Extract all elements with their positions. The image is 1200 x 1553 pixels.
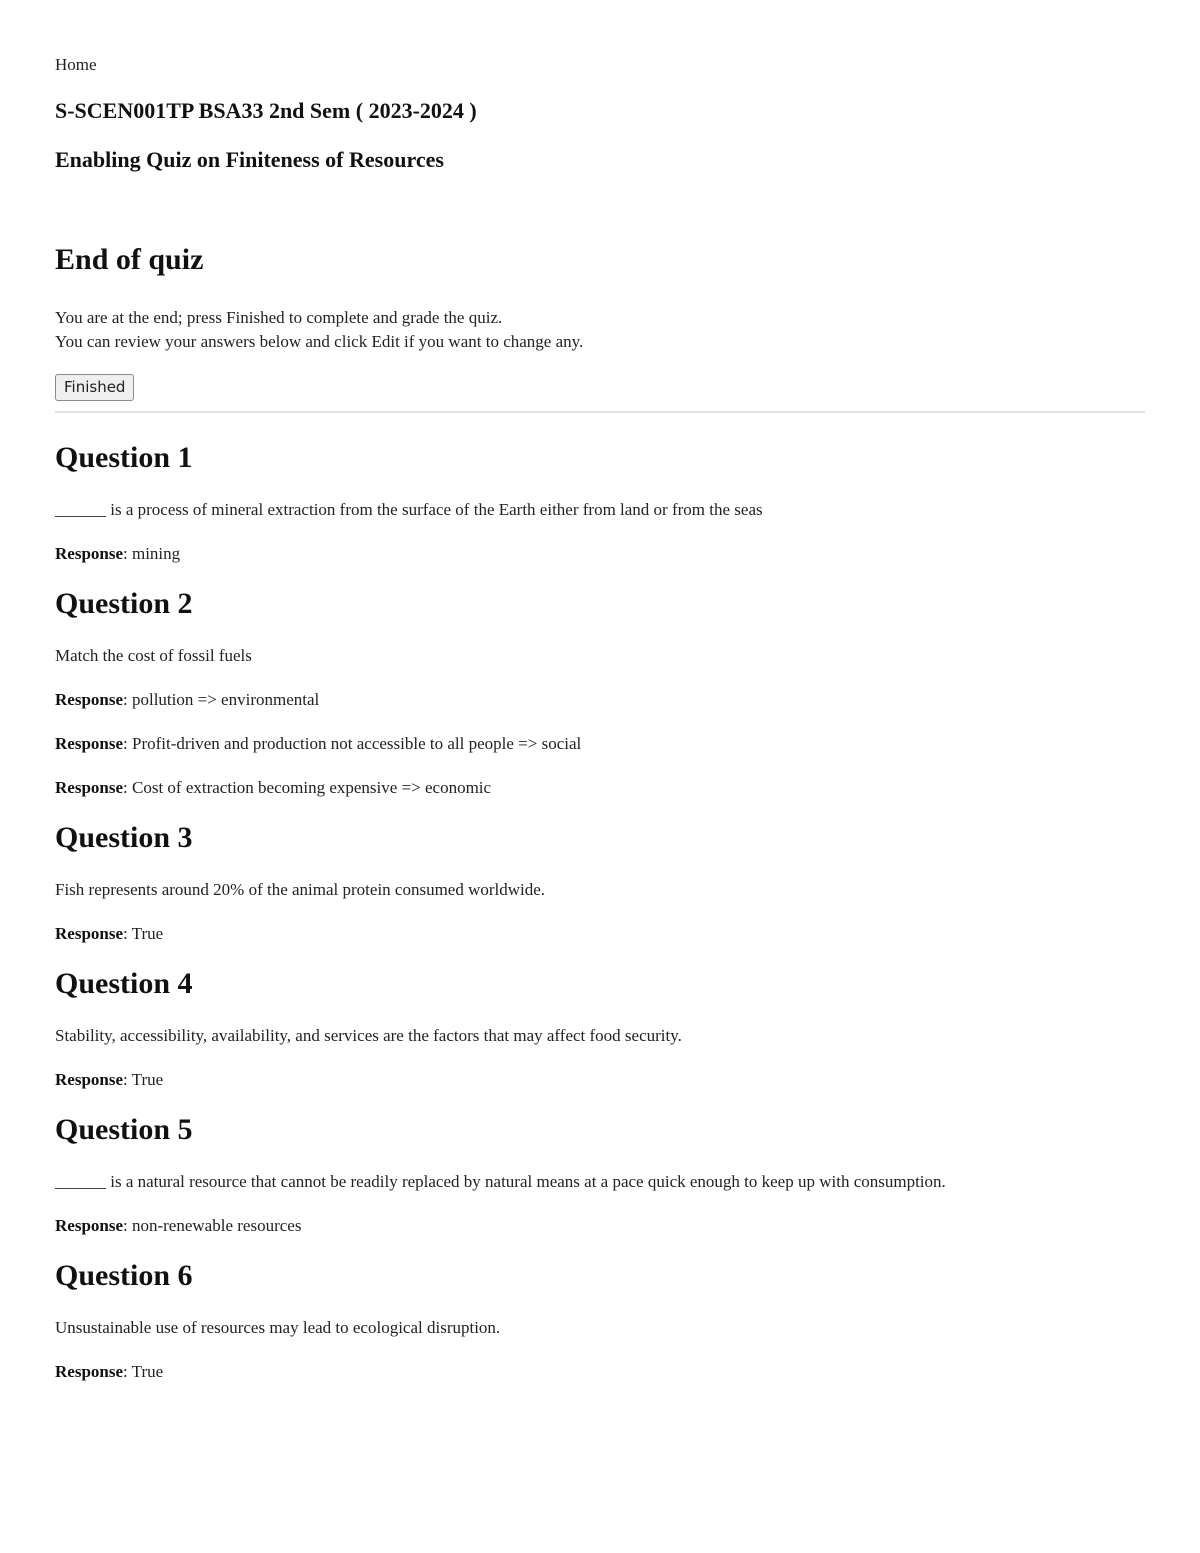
question-response [55,776,1145,800]
question-item [55,820,1145,946]
question-response [55,688,1145,712]
question-text: ______ is a process of mineral extraction from the surface of the Earth either from land or from the seas [55,500,763,519]
breadcrumb-home-link[interactable]: Home [55,55,97,74]
instructions-line-1: You are at the end; press Finished to complete and grade the quiz. [55,308,503,327]
course-title: S-SCEN001TP BSA33 2nd Sem ( 2023-2024 ) [55,98,477,123]
response-label: Response [55,778,124,797]
section-divider [55,411,1145,413]
quiz-title: Enabling Quiz on Finiteness of Resources [55,147,444,172]
question-text: Match the cost of fossil fuels [55,646,252,665]
response-value: : pollution => environmental [123,690,320,709]
instructions-line-2: You can review your answers below and click Edit if you want to change any. [55,332,584,351]
question-text: Stability, accessibility, availability, and services are the factors that may affect food security. [55,1026,682,1045]
response-value: : non-renewable resources [123,1216,302,1235]
question-response [55,732,1145,756]
question-response [55,1068,1145,1092]
question-item [55,440,1145,566]
question-heading: Question 2 [55,587,193,620]
question-heading: Question 5 [55,1113,193,1146]
response-value: : Cost of extraction becoming expensive => economic [123,778,492,797]
question-heading: Question 4 [55,967,193,1000]
question-item [55,1112,1145,1238]
question-item [55,1258,1145,1384]
response-label: Response [55,690,124,709]
response-value: : True [123,1362,164,1381]
response-label: Response [55,544,124,563]
question-heading: Question 1 [55,441,193,474]
response-label: Response [55,1070,124,1089]
question-response [55,1360,1145,1384]
question-list [55,440,1145,1384]
response-value: : mining [123,544,181,563]
question-heading: Question 6 [55,1259,193,1292]
question-text: Unsustainable use of resources may lead to ecological disruption. [55,1318,501,1337]
question-response [55,922,1145,946]
response-value: : Profit-driven and production not accessible to all people => social [123,734,582,753]
question-response [55,542,1145,566]
question-response [55,1214,1145,1238]
response-value: : True [123,1070,164,1089]
question-item [55,966,1145,1092]
question-text: Fish represents around 20% of the animal protein consumed worldwide. [55,880,546,899]
response-label: Response [55,924,124,943]
finished-button[interactable]: Finished [55,374,134,401]
end-of-quiz-heading: End of quiz [55,243,204,276]
question-item [55,586,1145,800]
response-label: Response [55,1216,124,1235]
question-heading: Question 3 [55,821,193,854]
response-label: Response [55,734,124,753]
response-label: Response [55,1362,124,1381]
question-text: ______ is a natural resource that cannot be readily replaced by natural means at a pace quick enough to keep up with consumption. [55,1172,946,1191]
end-of-quiz-instructions [55,306,583,354]
response-value: : True [123,924,164,943]
